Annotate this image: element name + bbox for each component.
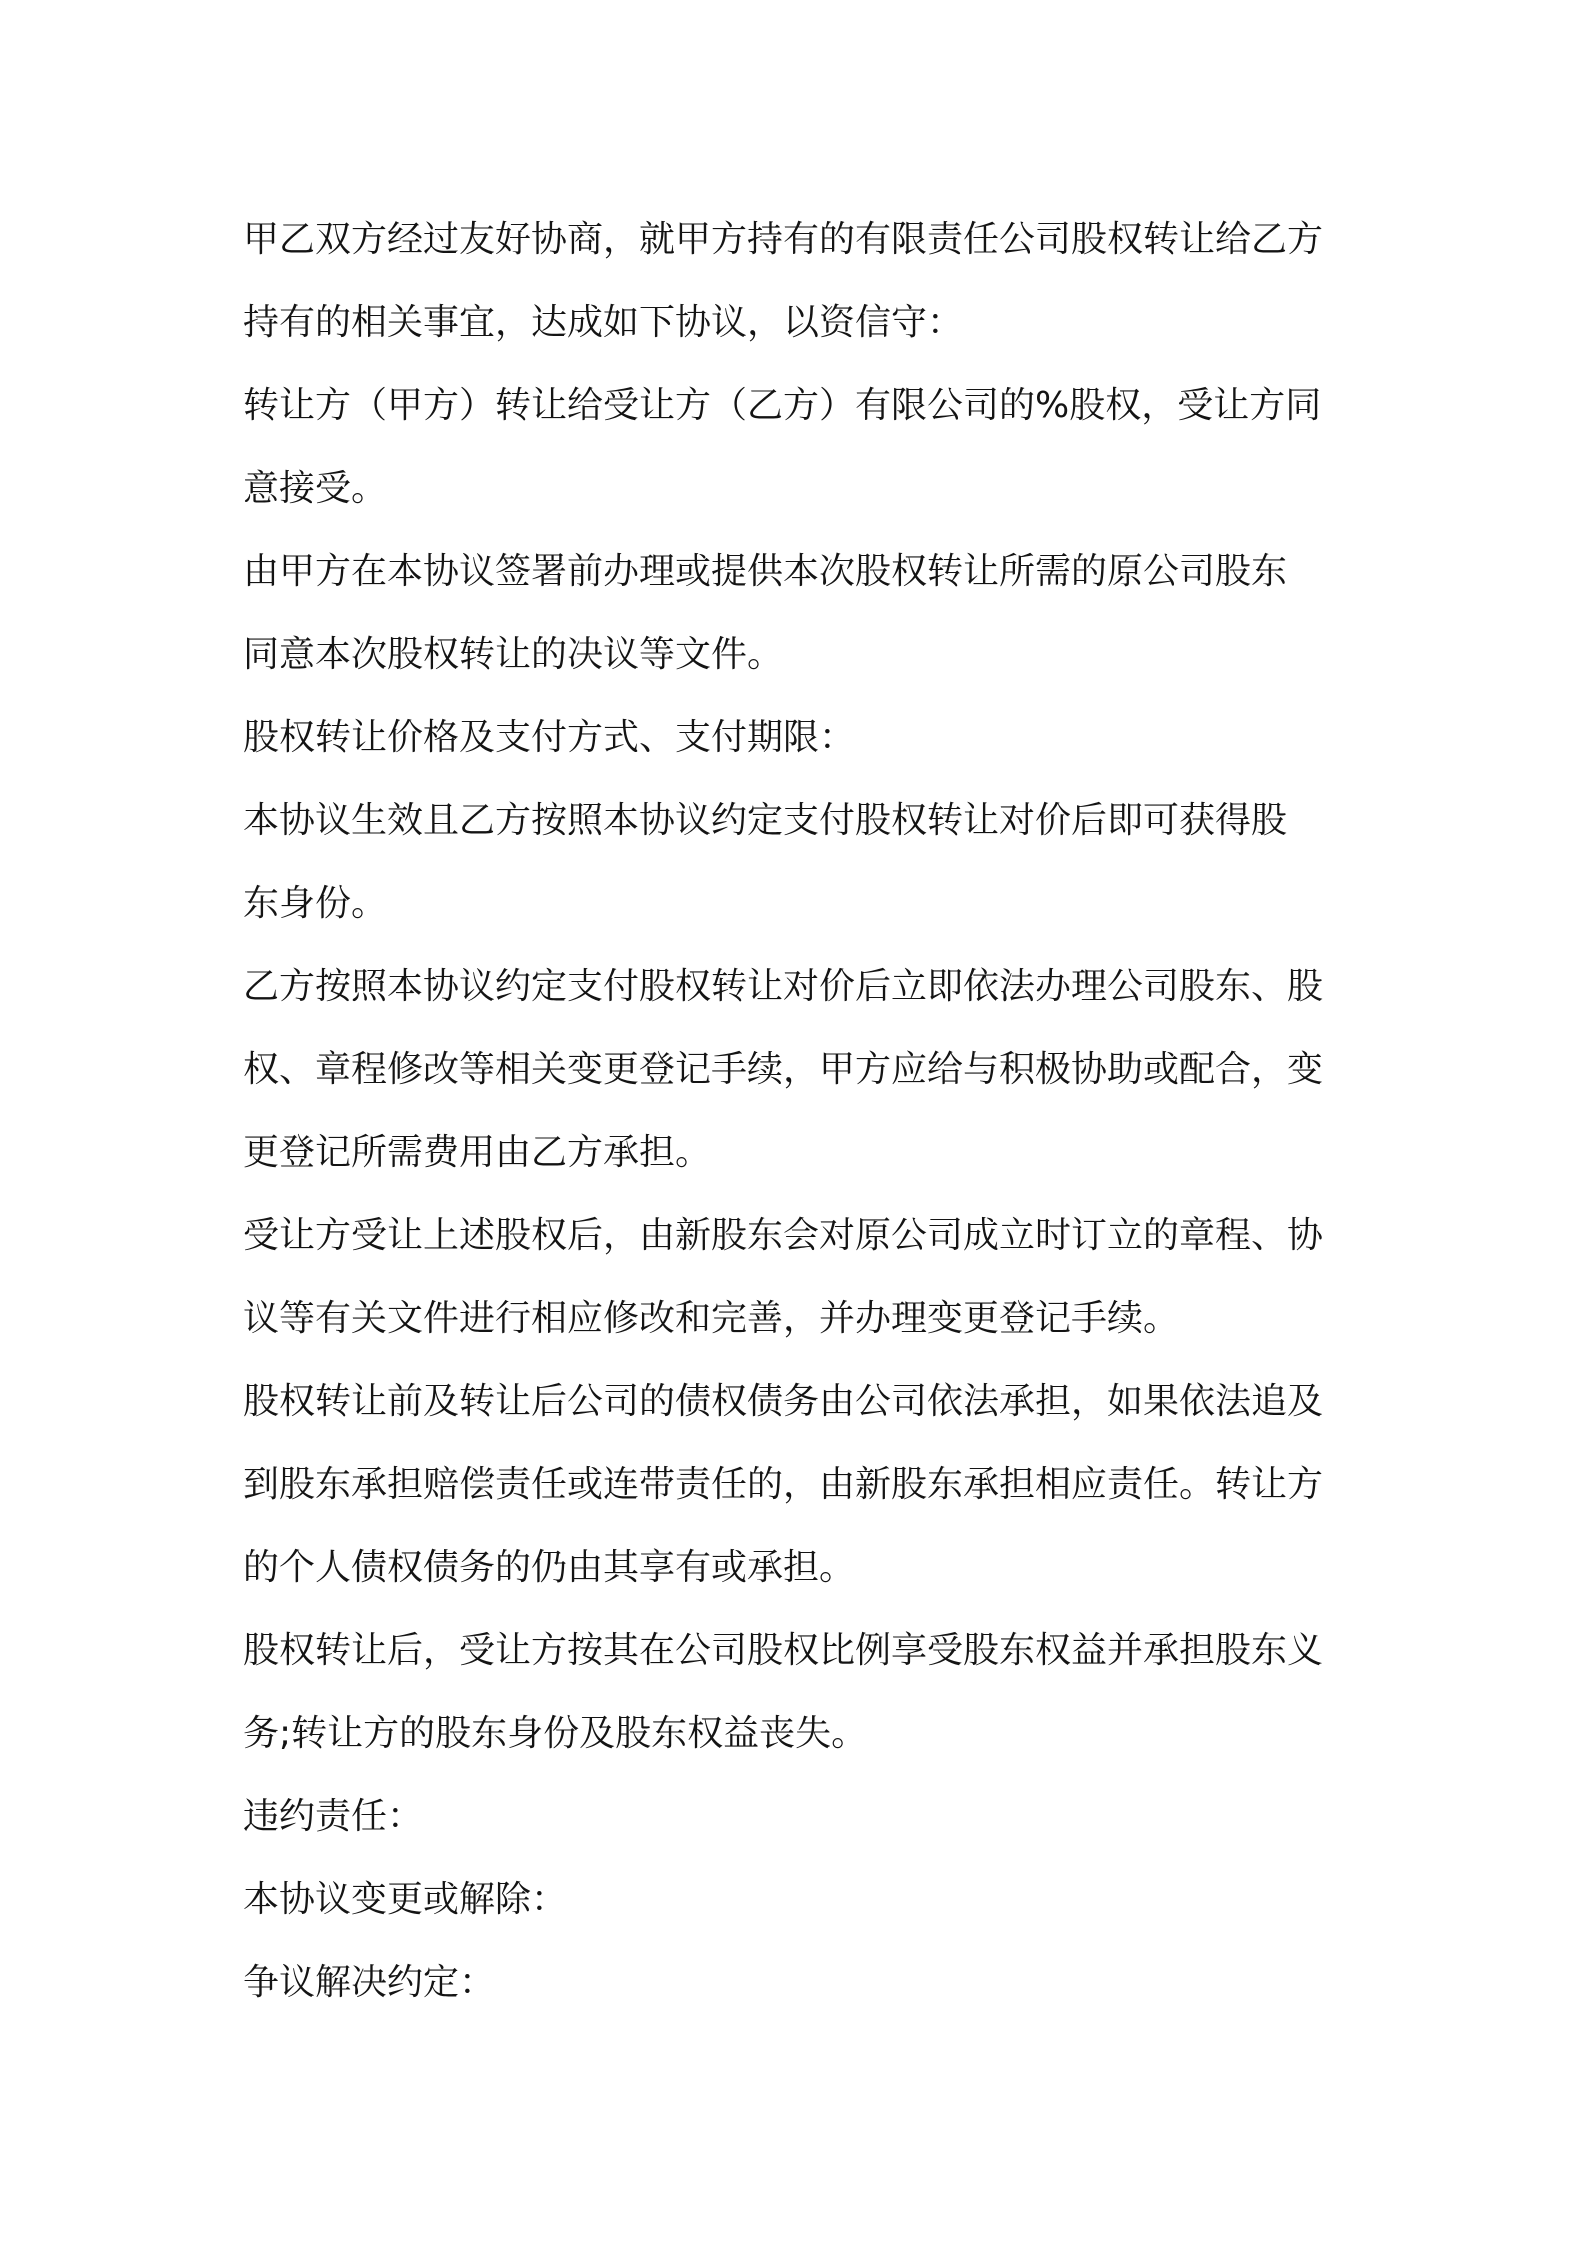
- text-line: 转让方（甲方）转让给受让方（乙方）有限公司的%股权，受让方同: [243, 385, 1322, 426]
- text-line: 乙方按照本协议约定支付股权转让对价后立即依法办理公司股东、股: [243, 966, 1324, 1007]
- text-line: 违约责任：: [243, 1796, 424, 1837]
- text-line: 东身份。: [243, 883, 388, 924]
- text-line: 受让方受让上述股权后，由新股东会对原公司成立时订立的章程、协: [243, 1215, 1324, 1256]
- text-line: 股权转让前及转让后公司的债权债务由公司依法承担，如果依法追及: [243, 1381, 1324, 1422]
- text-line: 务;转让方的股东身份及股东权益丧失。: [243, 1713, 868, 1754]
- text-line: 的个人债权债务的仍由其享有或承担。: [243, 1547, 856, 1588]
- text-line: 甲乙双方经过友好协商，就甲方持有的有限责任公司股权转让给乙方: [243, 219, 1324, 260]
- text-line: 股权转让后，受让方按其在公司股权比例享受股东权益并承担股东义: [243, 1630, 1324, 1671]
- text-line: 持有的相关事宜，达成如下协议，以资信守：: [243, 302, 964, 343]
- text-line: 同意本次股权转让的决议等文件。: [243, 634, 784, 675]
- text-line: 意接受。: [243, 468, 388, 509]
- text-line: 权、章程修改等相关变更登记手续，甲方应给与积极协助或配合，变: [243, 1049, 1324, 1090]
- text-line: 更登记所需费用由乙方承担。: [243, 1132, 712, 1173]
- text-line: 股权转让价格及支付方式、支付期限：: [243, 717, 856, 758]
- text-line: 由甲方在本协议签署前办理或提供本次股权转让所需的原公司股东: [243, 551, 1288, 592]
- text-line: 本协议变更或解除：: [243, 1879, 568, 1920]
- text-line: 到股东承担赔偿责任或连带责任的，由新股东承担相应责任。转让方: [243, 1464, 1324, 1505]
- text-line: 议等有关文件进行相应修改和完善，并办理变更登记手续。: [243, 1298, 1180, 1339]
- text-line: 争议解决约定：: [243, 1962, 496, 2003]
- document-body: [243, 198, 1363, 2024]
- text-line: 本协议生效且乙方按照本协议约定支付股权转让对价后即可获得股: [243, 800, 1288, 841]
